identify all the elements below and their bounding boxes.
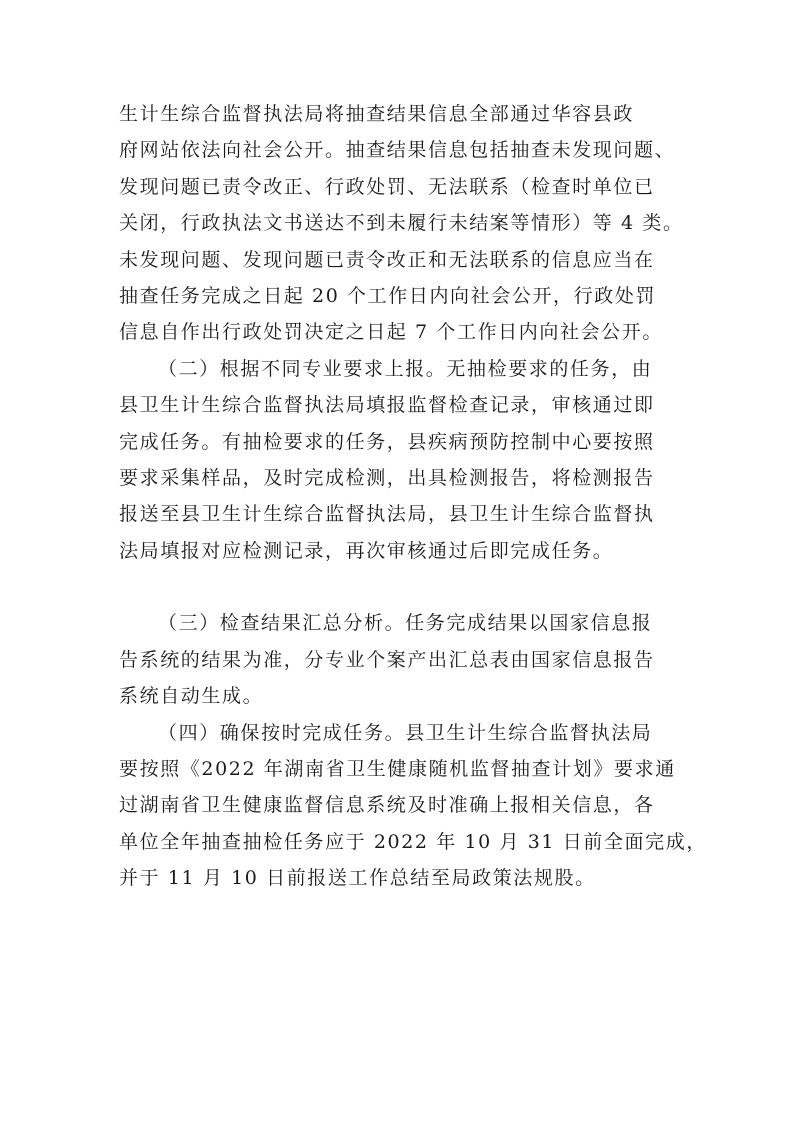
paragraph-section-3 (119, 605, 681, 714)
text-line: 要求采集样品，及时完成检测，出具检测报告，将检测报告 (119, 466, 655, 489)
section-heading-line: （四）确保按时完成任务。县卫生计生综合监督执法局 (158, 721, 653, 744)
text-line: 生计生综合监督执法局将抽查结果信息全部通过华容县政 (119, 103, 635, 125)
text-line: 未发现问题、发现问题已责令改正和无法联系的信息应当在 (119, 248, 655, 271)
paragraph-section-4 (119, 715, 707, 897)
text-line: 信息自作出行政处罚决定之日起 7 个工作日内向社会公开。 (119, 321, 663, 344)
text-line: 县卫生计生综合监督执法局填报监督检查记录，审核通过即 (119, 394, 655, 417)
text-line: 告系统的结果为准，分专业个案产出汇总表由国家信息报告 (119, 648, 655, 671)
document-body (119, 96, 707, 897)
text-line: 过湖南省卫生健康监督信息系统及时准确上报相关信息，各 (119, 794, 655, 817)
text-line: 系统自动生成。 (119, 685, 264, 708)
text-line: 法局填报对应检测记录，再次审核通过后即完成任务。 (119, 539, 614, 562)
text-line: 要按照《2022 年湖南省卫生健康随机监督抽查计划》要求通 (119, 758, 676, 781)
section-heading-line: （三）检查结果汇总分析。任务完成结果以国家信息报 (158, 612, 653, 635)
section-heading-line: （二）根据不同专业要求上报。无抽检要求的任务，由 (158, 357, 653, 380)
text-line: 单位全年抽查抽检任务应于 2022 年 10 月 31 日前全面完成， (119, 830, 707, 853)
text-line: 府网站依法向社会公开。抽查结果信息包括抽查未发现问题、 (119, 139, 676, 162)
text-line: 抽查任务完成之日起 20 个工作日内向社会公开，行政处罚 (119, 284, 657, 307)
text-line: 报送至县卫生计生综合监督执法局，县卫生计生综合监督执 (119, 503, 655, 526)
text-line: 关闭，行政执法文书送达不到未履行未结案等情形）等 4 类。 (119, 212, 684, 235)
text-line: 发现问题已责令改正、行政处罚、无法联系（检查时单位已 (119, 175, 655, 198)
text-line: 并于 11 月 10 日前报送工作总结至局政策法规股。 (119, 867, 596, 890)
paragraph-disclosure-continued (119, 96, 684, 351)
text-line: 完成任务。有抽检要求的任务，县疾病预防控制中心要按照 (119, 430, 655, 453)
text-line (119, 569, 681, 605)
paragraph-section-2 (119, 351, 681, 606)
